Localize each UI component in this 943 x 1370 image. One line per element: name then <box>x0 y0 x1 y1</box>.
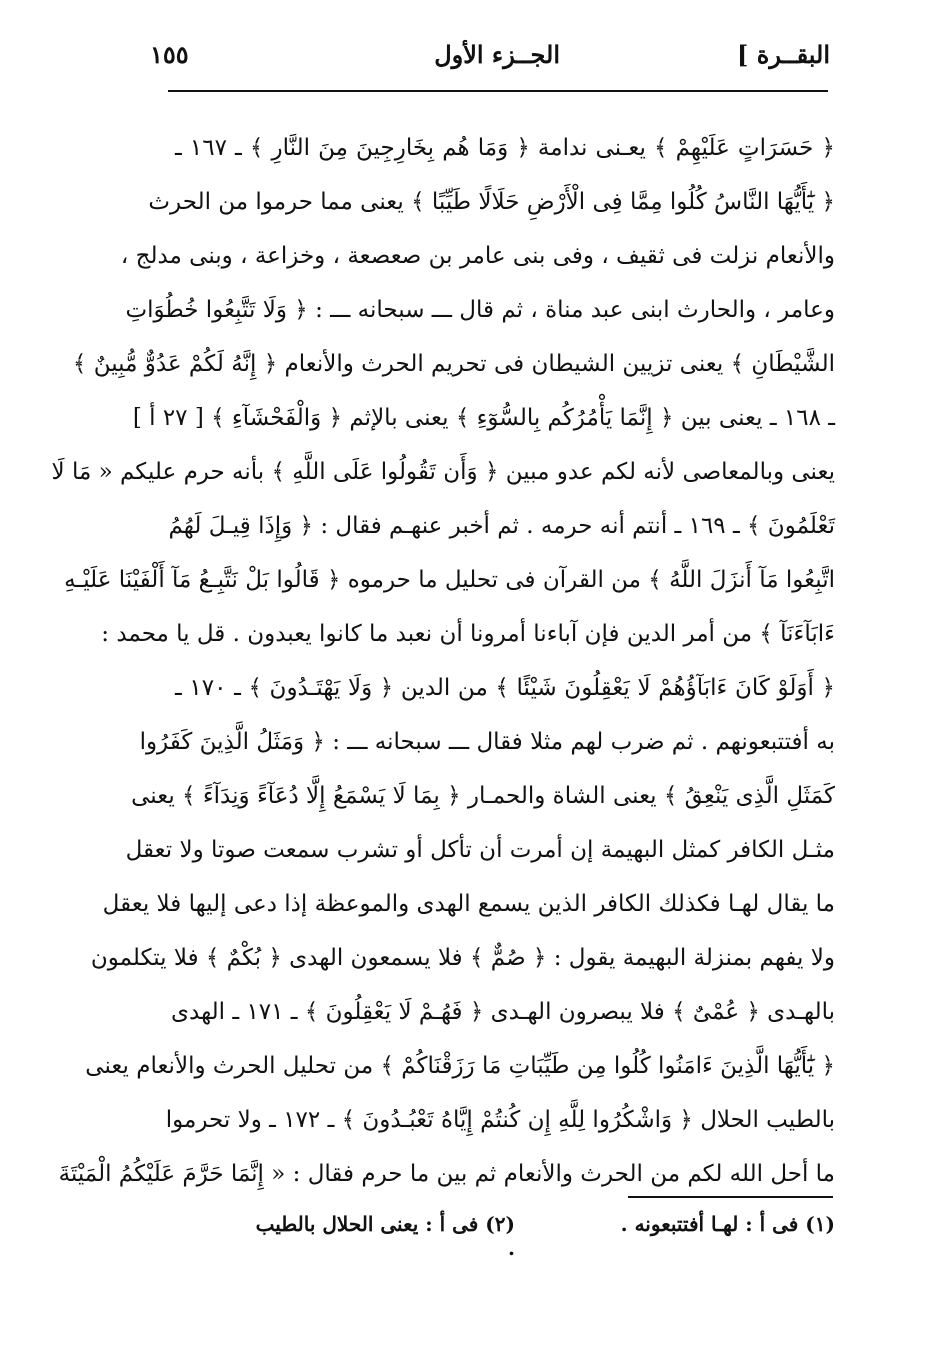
text-line: بالطيب الحلال ﴿ وَاشْكُرُوا لِلَّهِ إِن كُنتُمْ إِيَّاهُ تَعْبُـدُونَ ﴾ ـ ١٧٢ ـ ولا تحرموا <box>165 1107 835 1133</box>
text-line: ﴿ حَسَرَاتٍ عَلَيْهِمْ ﴾ يعـنى ندامة ﴿ وَمَا هُم بِخَارِجِينَ مِنَ النَّارِ ﴾ ـ ١٦٧ ـ <box>175 135 835 161</box>
text-line: يعنى وبالمعاصى لأنه لكم عدو مبين ﴿ وَأَن تَقُولُوا عَلَى اللَّهِ ﴾ بأنه حرم عليكم « مَا لَا <box>51 459 835 485</box>
page-number: ١٥٥ <box>150 40 189 69</box>
text-line: كَمَثَلِ الَّذِى يَنْعِقُ ﴾ يعنى الشاة والحمـار ﴿ بِمَا لَا يَسْمَعُ إِلَّا دُعَآءً وَنِدَآءً ﴾ يعنى <box>131 783 835 809</box>
header-divider <box>168 90 828 92</box>
text-line: ﴿ أَوَلَوْ كَانَ ءَابَآؤُهُمْ لَا يَعْقِلُونَ شَيْئًا ﴾ من الدين ﴿ وَلَا يَهْتَـدُونَ ﴾ ـ ١٧٠ ـ <box>175 675 835 701</box>
text-line: به أفتتبعونهم . ثم ضرب لهم مثلا فقال ـــ سبحانه ـــ : ﴿ وَمَثَلُ الَّذِينَ كَفَرُوا <box>139 729 835 755</box>
page-header <box>150 40 830 90</box>
text-line: مثـل الكافر كمثل البهيمة إن أمرت أن تأكل أو تشرب سمعت صوتا ولا تعقل <box>125 837 835 863</box>
text-line: ءَابَآءَنَآ ﴾ من أمر الدين فإن آباءنا أمرونا أن نعبد ما كانوا يعبدون . قل يا محمد : <box>101 621 835 647</box>
text-line: والأنعام نزلت فى ثقيف ، وفى بنى عامر بن صعصعة ، وخزاعة ، وبنى مدلج ، <box>120 243 835 269</box>
text-line: ـ ١٦٨ ـ يعنى بين ﴿ إِنَّمَا يَأْمُرُكُم بِالسُّوٓءِ ﴾ يعنى بالإثم ﴿ وَالْفَحْشَآءِ ﴾ [ ٢٧ أ ] <box>132 405 835 431</box>
footnote-divider <box>628 1196 833 1198</box>
text-line: ولا يفهم بمنزلة البهيمة يقول : ﴿ صُمٌّ ﴾ فلا يسمعون الهدى ﴿ بُكْمٌ ﴾ فلا يتكلمون <box>90 945 835 971</box>
footnotes <box>250 1212 835 1260</box>
text-line: ﴿ يَٰٓأَيُّهَا النَّاسُ كُلُوا مِمَّا فِى الْأَرْضِ حَلَالًا طَيِّبًا ﴾ يعنى مما حرموا من الحرث <box>148 189 835 215</box>
text-line: ﴿ يَٰٓأَيُّهَا الَّذِينَ ءَامَنُوا كُلُوا مِن طَيِّبَاتِ مَا رَزَقْنَاكُمْ ﴾ من تحليل الحرث والأنعام يعنى <box>85 1053 835 1079</box>
text-line: ما يقال لهـا فكذلك الكافر الذين يسمع الهدى والموعظة إذا دعى إليها فلا يعقل <box>102 891 835 917</box>
text-line: وعامر ، والحارث ابنى عبد مناة ، ثم قال ـــ سبحانه ـــ : ﴿ وَلَا تَتَّبِعُوا خُطُوَاتِ <box>125 297 835 323</box>
text-line: الشَّيْطَانِ ﴾ يعنى تزيين الشيطان فى تحريم الحرث والأنعام ﴿ إِنَّهُ لَكُمْ عَدُوٌّ مُّبِينٌ ﴾ <box>72 351 835 377</box>
text-line: ما أحل الله لكم من الحرث والأنعام ثم بين ما حرم فقال : « إِنَّمَا حَرَّمَ عَلَيْكُمُ الْمَيْتَةَ <box>58 1161 835 1187</box>
text-line: بالهـدى ﴿ عُمْىٌ ﴾ فلا يبصرون الهـدى ﴿ فَهُـمْ لَا يَعْقِلُونَ ﴾ ـ ١٧١ ـ الهدى <box>171 999 835 1025</box>
footnote-1: (١) فى أ : لهـا أفتتبعونه . <box>620 1212 835 1236</box>
surah-title: البقــرة ] <box>737 40 830 69</box>
main-text <box>51 121 835 1201</box>
footnote-2: (٢) فى أ : يعنى الحلال بالطيب . <box>255 1212 515 1260</box>
part-title: الجــزء الأول <box>434 40 560 69</box>
text-line: تَعْلَمُونَ ﴾ ـ ١٦٩ ـ أنتم أنه حرمه . ثم أخبر عنهـم فقال : ﴿ وَإِذَا قِيـلَ لَهُمُ <box>168 513 835 539</box>
text-line: اتَّبِعُوا مَآ أَنزَلَ اللَّهُ ﴾ من القرآن فى تحليل ما حرموه ﴿ قَالُوا بَلْ نَتَّبِـعُ مَآ أَلْفَيْنَا عَلَيْـهِ <box>64 567 835 593</box>
